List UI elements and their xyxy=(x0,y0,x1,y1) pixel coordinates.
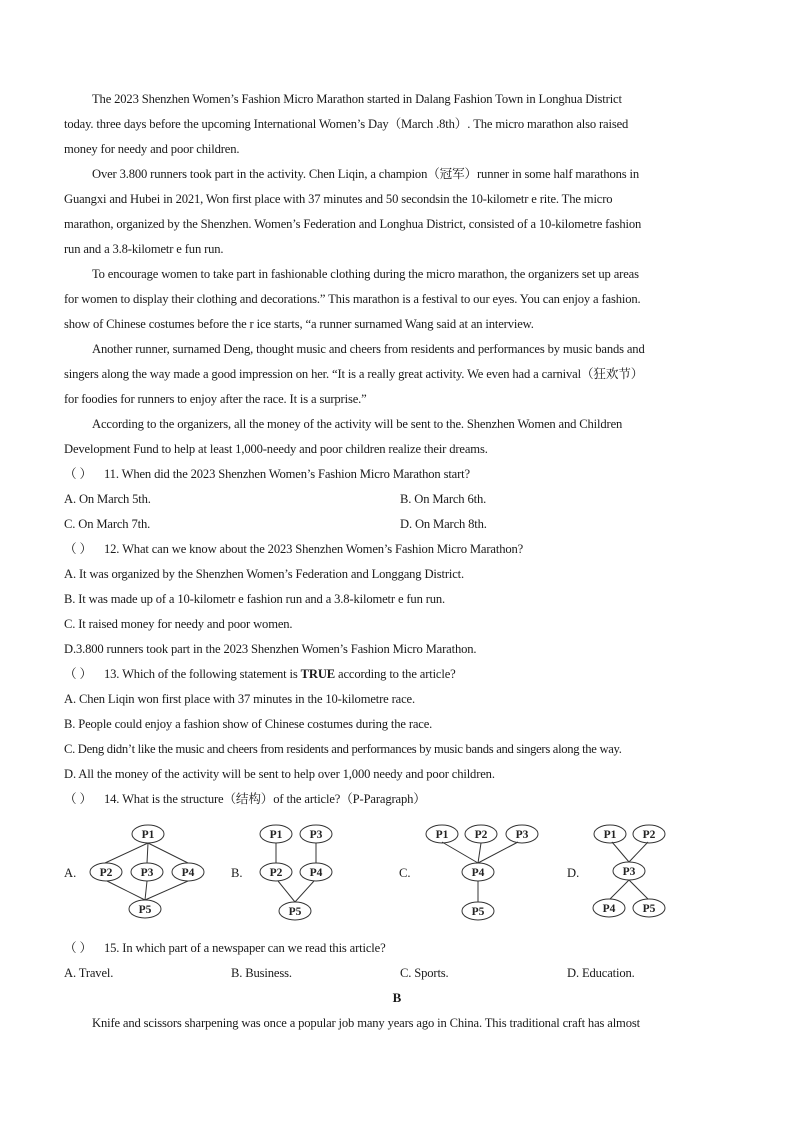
svg-text:P3: P3 xyxy=(140,867,154,879)
paragraph-1-line-1: The 2023 Shenzhen Women’s Fashion Micro Marathon started in Dalang Fashion Town in Longhua District xyxy=(92,92,622,106)
svg-text:P4: P4 xyxy=(471,867,485,879)
paragraph-3-line-2: for women to display their clothing and decorations.” This marathon is a festival to our eyes. You can enjoy a fashion. xyxy=(64,292,641,306)
section-b-heading: B xyxy=(392,990,402,1005)
question-13-emphasis: TRUE xyxy=(300,667,336,681)
svg-text:P5: P5 xyxy=(138,904,152,916)
paragraph-1-line-3: money for needy and poor children. xyxy=(64,142,240,156)
question-15-stem: 15. In which part of a newspaper can we read this article? xyxy=(104,941,386,955)
svg-text:P2: P2 xyxy=(474,829,488,841)
q13-option-d: D. All the money of the activity will be sent to help over 1,000 needy and poor children. xyxy=(64,767,495,781)
answer-blank-11[interactable]: （ ） xyxy=(64,467,92,481)
paragraph-2-line-1: Over 3.800 runners took part in the activity. Chen Liqin, a champion（冠军）runner in some half marathons in xyxy=(92,167,640,181)
svg-text:P1: P1 xyxy=(435,829,449,841)
svg-text:P3: P3 xyxy=(515,829,529,841)
q13-option-b: B. People could enjoy a fashion show of Chinese costumes during the race. xyxy=(64,717,433,731)
svg-text:P2: P2 xyxy=(642,829,656,841)
question-11-stem: 11. When did the 2023 Shenzhen Women’s Fashion Micro Marathon start? xyxy=(104,467,470,481)
paragraph-4-line-3: for foodies for runners to enjoy after the race. It is a surprise.” xyxy=(64,392,367,406)
q15-option-c: C. Sports. xyxy=(400,966,449,980)
svg-text:P3: P3 xyxy=(622,866,636,878)
q15-option-a: A. Travel. xyxy=(64,966,114,980)
q11-option-d: D. On March 8th. xyxy=(400,517,487,531)
svg-text:P4: P4 xyxy=(602,903,616,915)
answer-blank-15[interactable]: （ ） xyxy=(64,941,92,955)
question-14-stem: 14. What is the structure（结构）of the article?（P-Paragraph） xyxy=(104,792,426,806)
diagram-c-label: C. xyxy=(399,866,411,880)
q12-option-c: C. It raised money for needy and poor women. xyxy=(64,617,293,631)
passage-b-line-1: Knife and scissors sharpening was once a popular job many years ago in China. This traditional craft has almost xyxy=(92,1016,640,1030)
svg-text:P4: P4 xyxy=(181,867,195,879)
q12-option-b: B. It was made up of a 10-kilometr e fashion run and a 3.8-kilometr e fun run. xyxy=(64,592,446,606)
question-13-stem: 13. Which of the following statement is xyxy=(104,667,301,681)
paragraph-1-line-2: today. three days before the upcoming International Women’s Day（March .8th）. The micro marathon also raised xyxy=(64,117,629,131)
q15-option-d: D. Education. xyxy=(567,966,635,980)
diagram-c-tree xyxy=(420,820,550,925)
q15-option-b: B. Business. xyxy=(231,966,292,980)
svg-text:P1: P1 xyxy=(269,829,283,841)
diagram-b-label: B. xyxy=(231,866,243,880)
svg-text:P5: P5 xyxy=(471,906,485,918)
paragraph-2-line-4: run and a 3.8-kilometr e fun run. xyxy=(64,242,224,256)
paragraph-3-line-3: show of Chinese costumes before the r ice starts, “a runner surnamed Wang said at an interview. xyxy=(64,317,534,331)
q13-option-c: C. Deng didn’t like the music and cheers from residents and performances by music bands and singers along the way. xyxy=(64,742,622,756)
q12-option-d: D.3.800 runners took part in the 2023 Shenzhen Women’s Fashion Micro Marathon. xyxy=(64,642,477,656)
paragraph-2-line-2: Guangxi and Hubei in 2021, Won first place with 37 minutes and 50 secondsin the 10-kilometr e rite. The micro xyxy=(64,192,613,206)
diagram-a-tree xyxy=(80,820,210,925)
q13-option-a: A. Chen Liqin won first place with 37 minutes in the 10-kilometre race. xyxy=(64,692,415,706)
svg-text:P5: P5 xyxy=(288,906,302,918)
svg-text:P5: P5 xyxy=(642,903,656,915)
diagram-a-label: A. xyxy=(64,866,77,880)
q12-option-a: A. It was organized by the Shenzhen Women’s Federation and Longgang District. xyxy=(64,567,465,581)
answer-blank-12[interactable]: （ ） xyxy=(64,542,92,556)
diagram-d-tree xyxy=(588,820,688,925)
answer-blank-14[interactable]: （ ） xyxy=(64,792,92,806)
paragraph-4-line-2: singers along the way made a good impression on her. “It is a really great activity. We even had a carnival（狂欢节） xyxy=(64,367,644,381)
svg-text:P4: P4 xyxy=(309,867,323,879)
svg-text:P1: P1 xyxy=(141,829,155,841)
paragraph-5-line-1: According to the organizers, all the money of the activity will be sent to the. Shenzhen Women and Children xyxy=(92,417,623,431)
paragraph-2-line-3: marathon, organized by the Shenzhen. Women’s Federation and Longhua District, consisted of a 10-kilometre fashion xyxy=(64,217,642,231)
diagram-b-tree xyxy=(250,820,350,925)
svg-text:P2: P2 xyxy=(99,867,113,879)
question-13-stem-end: according to the article? xyxy=(335,667,456,681)
q11-option-b: B. On March 6th. xyxy=(400,492,487,506)
diagram-d-label: D. xyxy=(567,866,580,880)
q11-option-a: A. On March 5th. xyxy=(64,492,151,506)
svg-text:P2: P2 xyxy=(269,867,283,879)
paragraph-3-line-1: To encourage women to take part in fashionable clothing during the micro marathon, the organizers set up areas xyxy=(92,267,639,281)
paragraph-4-line-1: Another runner, surnamed Deng, thought music and cheers from residents and performances by music bands and xyxy=(92,342,645,356)
answer-blank-13[interactable]: （ ） xyxy=(64,667,92,681)
question-12-stem: 12. What can we know about the 2023 Shenzhen Women’s Fashion Micro Marathon? xyxy=(104,542,524,556)
q11-option-c: C. On March 7th. xyxy=(64,517,151,531)
svg-text:P1: P1 xyxy=(603,829,617,841)
paragraph-5-line-2: Development Fund to help at least 1,000-needy and poor children realize their dreams. xyxy=(64,442,488,456)
svg-text:P3: P3 xyxy=(309,829,323,841)
